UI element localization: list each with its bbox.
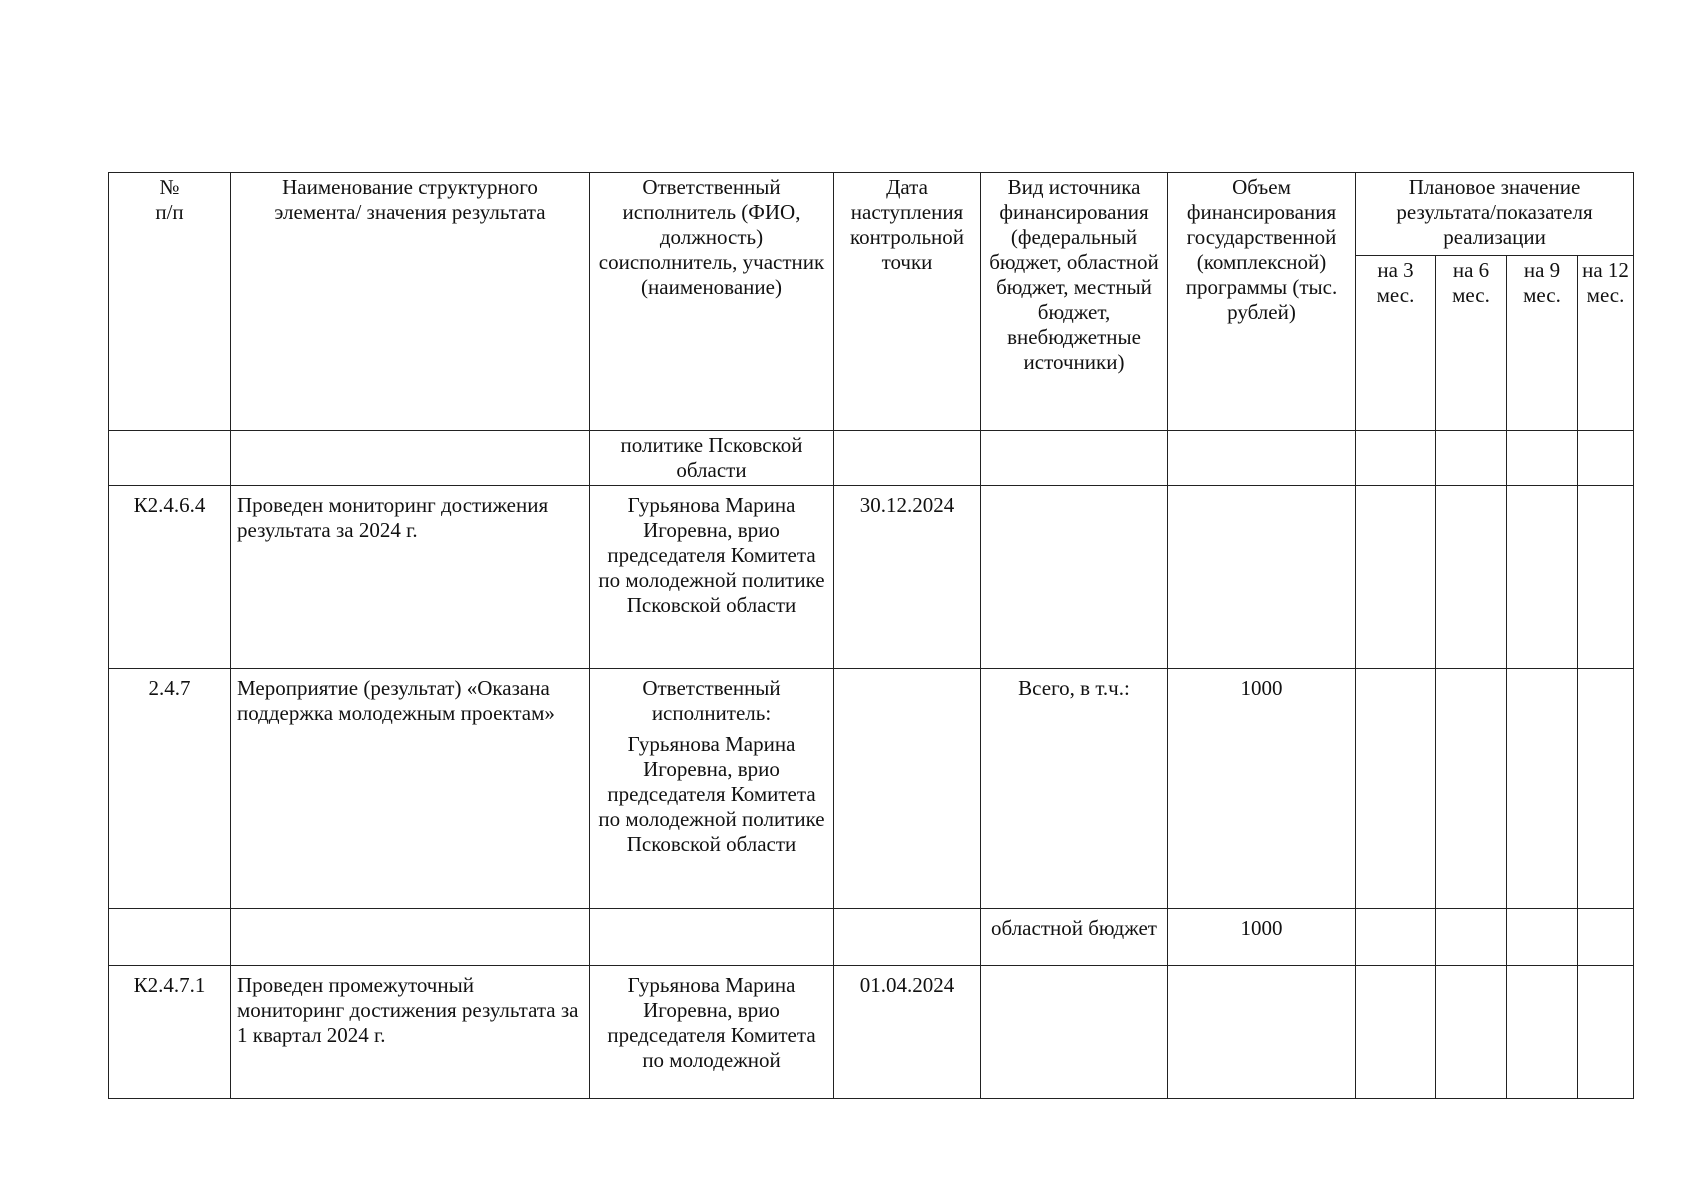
row-m12	[1578, 669, 1634, 909]
row-m12	[1578, 431, 1634, 486]
row-responsible: Гурьянова Марина Игоревна, врио председателя Комитета по молодежной политике Псковской области	[598, 732, 825, 856]
row-m9	[1507, 909, 1578, 966]
header-m6	[1436, 256, 1507, 431]
row-m3	[1356, 966, 1436, 1099]
program-table	[108, 172, 1634, 1099]
header-date-text: Дата наступления контрольной точки	[849, 175, 965, 274]
row-m9	[1507, 966, 1578, 1099]
header-m3-text: на 3 мес.	[1376, 258, 1415, 307]
row-volume	[1168, 431, 1356, 486]
row-responsible: Гурьянова Марина Игоревна, врио председателя Комитета по молодежной политике Псковской области	[590, 486, 834, 669]
row-m3	[1356, 909, 1436, 966]
row-m3	[1356, 486, 1436, 669]
header-source	[981, 173, 1168, 431]
header-row	[109, 173, 1634, 256]
row-num	[109, 909, 231, 966]
header-plan	[1356, 173, 1634, 256]
row-m6	[1436, 909, 1507, 966]
row-m9	[1507, 486, 1578, 669]
row-volume: 1000	[1168, 669, 1356, 909]
header-m6-text: на 6 мес.	[1452, 258, 1490, 307]
row-name: Проведен промежуточный мониторинг достижения результата за 1 квартал 2024 г.	[231, 966, 590, 1099]
row-source	[981, 966, 1168, 1099]
row-num	[109, 431, 231, 486]
header-responsible	[590, 173, 834, 431]
header-m9	[1507, 256, 1578, 431]
row-source: областной бюджет	[981, 909, 1168, 966]
row-date	[834, 909, 981, 966]
row-m12	[1578, 486, 1634, 669]
header-num-text: № п/п	[155, 175, 184, 224]
header-m12	[1578, 256, 1634, 431]
header-volume	[1168, 173, 1356, 431]
header-volume-text: Объем финансирования государственной (комплексной) программы (тыс. рублей)	[1185, 175, 1338, 324]
row-source: Всего, в т.ч.:	[981, 669, 1168, 909]
table-row	[109, 669, 1634, 909]
header-name	[231, 173, 590, 431]
row-volume: 1000	[1168, 909, 1356, 966]
row-source	[981, 431, 1168, 486]
header-m9-text: на 9 мес.	[1523, 258, 1561, 307]
row-source	[981, 486, 1168, 669]
row-m6	[1436, 431, 1507, 486]
row-m6	[1436, 966, 1507, 1099]
header-num	[109, 173, 231, 431]
row-m9	[1507, 669, 1578, 909]
header-m12-text: на 12 мес.	[1582, 258, 1629, 307]
row-name: Мероприятие (результат) «Оказана поддержка молодежным проектам»	[231, 669, 590, 909]
row-name: Проведен мониторинг достижения результата за 2024 г.	[231, 486, 590, 669]
row-volume	[1168, 966, 1356, 1099]
row-num: 2.4.7	[109, 669, 231, 909]
row-m12	[1578, 966, 1634, 1099]
row-responsible	[590, 909, 834, 966]
row-m6	[1436, 669, 1507, 909]
row-num: К2.4.7.1	[109, 966, 231, 1099]
header-m3	[1356, 256, 1436, 431]
row-m3	[1356, 431, 1436, 486]
row-num: К2.4.6.4	[109, 486, 231, 669]
row-responsible-cell	[590, 669, 834, 909]
row-m3	[1356, 669, 1436, 909]
row-m9	[1507, 431, 1578, 486]
row-date	[834, 431, 981, 486]
table-row	[109, 431, 1634, 486]
row-responsible: политике Псковской области	[590, 431, 834, 486]
table-row	[109, 966, 1634, 1099]
row-name	[231, 909, 590, 966]
row-date	[834, 669, 981, 909]
table-row	[109, 486, 1634, 669]
header-source-text: Вид источника финансирования (федеральный бюджет, областной бюджет, местный бюджет, внебюджетные источники)	[989, 175, 1159, 374]
row-m12	[1578, 909, 1634, 966]
row-volume	[1168, 486, 1356, 669]
row-responsible: Гурьянова Марина Игоревна, врио председателя Комитета по молодежной	[590, 966, 834, 1099]
row-date: 01.04.2024	[834, 966, 981, 1099]
header-responsible-text: Ответственный исполнитель (ФИО, должность) соисполнитель, участник (наименование)	[598, 175, 825, 299]
row-name	[231, 431, 590, 486]
row-m6	[1436, 486, 1507, 669]
header-date	[834, 173, 981, 431]
row-responsible-label: Ответственный исполнитель:	[642, 676, 781, 725]
row-date: 30.12.2024	[834, 486, 981, 669]
header-plan-text: Плановое значение результата/показателя реализации	[1396, 175, 1593, 249]
table-row	[109, 909, 1634, 966]
header-name-text: Наименование структурного элемента/ значения результата	[274, 175, 546, 224]
